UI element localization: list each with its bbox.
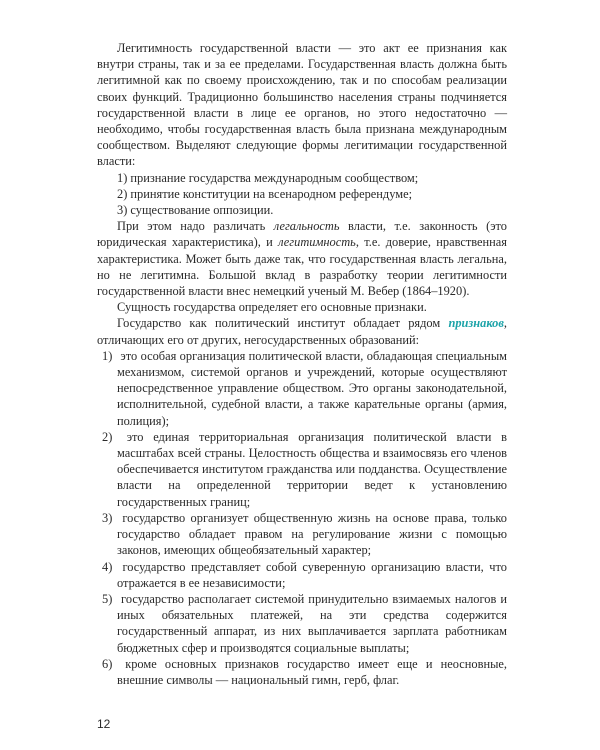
legitimation-form-1: 1) признание государства международным сообществом; [117, 170, 419, 185]
feature-item-6 [97, 656, 507, 688]
text-fragment: При этом надо различать [117, 219, 274, 234]
feature-number: 4) [102, 559, 113, 574]
paragraph-legitimacy: Легитимность государственной власти — это акт ее признания как внутри страны, так и за ее пределами. Государственная власть должна быть легитимной как по своему происхождению, так и по способам реализации своих функций. Традиционно большинство населения страны подчиняется государственной власти в лице ее органов, но этого недостаточно — необходимо, чтобы государственная власть была признана международным сообществом. Выделяют следующие формы легитимации государственной власти: [97, 41, 507, 169]
feature-text: это особая организация политической власти, обладающая специальным механизмом, системой органов и учреждений, которые осуществляют непосредственное управление обществом. Это органы законодательной, исполнительной, судебной власти, а также карательные органы (армия, полиция); [117, 348, 507, 428]
term-features: признаков [448, 316, 504, 331]
feature-number: 6) [102, 656, 113, 671]
feature-item-3 [97, 510, 507, 559]
text-fragment: власти, т.е. законность (это юридическая характеристика), и [97, 219, 507, 250]
page-body [97, 40, 507, 688]
legitimation-form-2: 2) принятие конституции на всенародном референдуме; [117, 186, 413, 201]
feature-number: 2) [102, 429, 113, 444]
text-fragment: Государство как политический институт обладает рядом [117, 316, 449, 331]
feature-item-2 [97, 429, 507, 510]
feature-text: государство организует общественную жизнь на основе права, только государство обладает правом на регулирование жизни с помощью законов, имеющих общеобязательный характер; [117, 510, 507, 558]
feature-text: кроме основных признаков государство имеет еще и неосновные, внешние символы — национальный гимн, герб, флаг. [117, 656, 507, 687]
page-number: 12 [97, 717, 111, 731]
feature-text: государство располагает системой принудительно взимаемых налогов и иных обязательных платежей, на эти средства содержится государственный аппарат, из них выплачивается зарплата работникам бюджетных сфер и производятся социальные выплаты; [117, 591, 507, 655]
feature-text: это единая территориальная организация политической власти в масштабах всей страны. Целостность общества и взаимосвязь его членов обеспечивается институтом гражданства или подданства. Осуществление власти на определенной территории ведет к установлению государственных границ; [117, 429, 507, 509]
feature-item-4 [97, 559, 507, 591]
feature-number: 5) [102, 591, 113, 606]
feature-text: государство представляет собой суверенную организацию власти, что отражается в ее независимости; [117, 559, 507, 590]
feature-item-1 [97, 348, 507, 429]
text-fragment: , отличающих его от других, негосударственных образований: [97, 316, 507, 347]
term-legitimacy: легитимность [278, 235, 356, 250]
paragraph-essence: Сущность государства определяет его основные признаки. [117, 300, 427, 315]
feature-item-5 [97, 591, 507, 656]
text-fragment: , т.е. доверие, нравственная характеристика. Может быть даже так, что государственная власть легальна, но не легитимна. Большой вклад в разработку теории легитимности государственной власти внес немецкий ученый М. Вебер (1864–1920). [97, 235, 508, 299]
paragraph-legality-vs-legitimacy [97, 218, 507, 299]
feature-number: 3) [102, 510, 113, 525]
paragraph-features-intro [97, 315, 507, 347]
feature-number: 1) [102, 348, 113, 363]
legitimation-form-3: 3) существование оппозиции. [117, 203, 274, 218]
term-legality: легальность [273, 219, 340, 234]
